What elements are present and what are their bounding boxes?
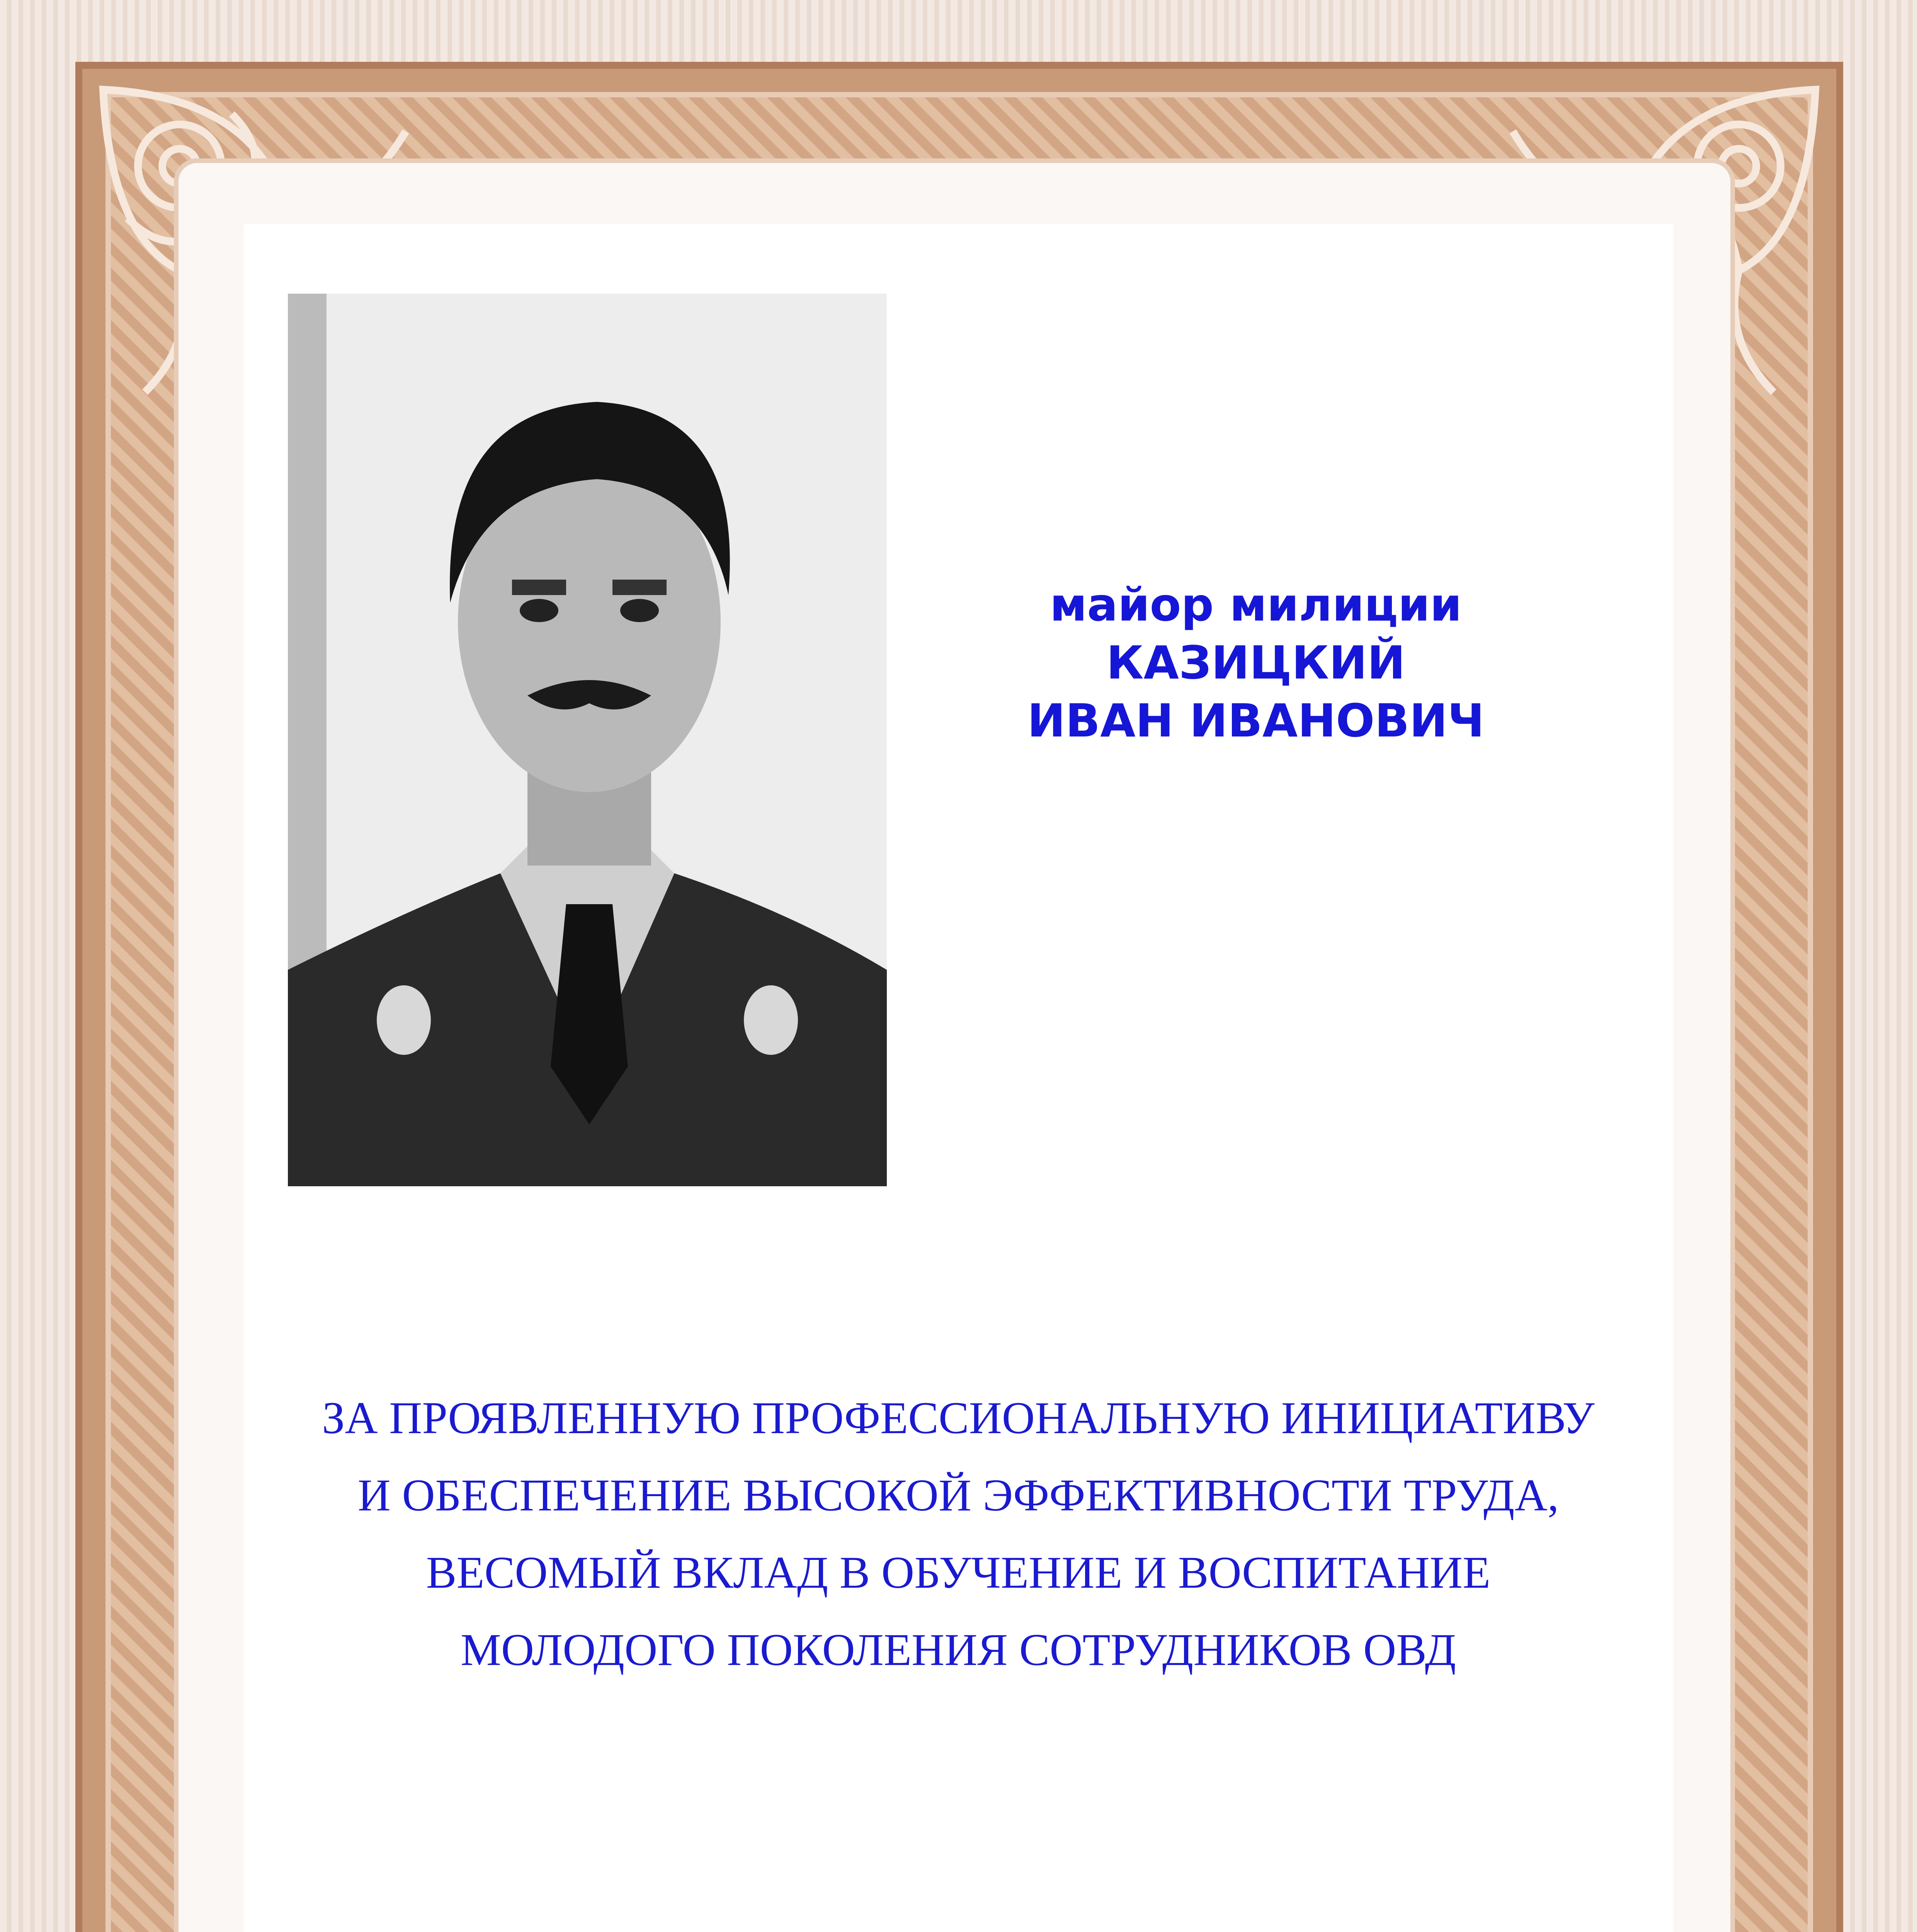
given-names-text: ИВАН ИВАНОВИЧ xyxy=(1027,694,1485,747)
merit-line: И ОБЕСПЕЧЕНИЕ ВЫСОКОЙ ЭФФЕКТИВНОСТИ ТРУДА, xyxy=(357,1470,1559,1520)
merit-line: МОЛОДОГО ПОКОЛЕНИЯ СОТРУДНИКОВ ОВД xyxy=(461,1624,1456,1675)
merit-line: ВЕСОМЫЙ ВКЛАД В ОБУЧЕНИЕ И ВОСПИТАНИЕ xyxy=(426,1547,1491,1598)
merit-line: ЗА ПРОЯВЛЕННУЮ ПРОФЕССИОНАЛЬНУЮ ИНИЦИАТИВУ xyxy=(322,1393,1595,1443)
merit-statement xyxy=(247,1379,1669,1689)
recipient-name-block xyxy=(912,576,1600,750)
rank-text: майор милиции xyxy=(1050,578,1462,631)
surname-text: КАЗИЦКИЙ xyxy=(1106,636,1405,689)
portrait-photo xyxy=(288,294,887,1186)
